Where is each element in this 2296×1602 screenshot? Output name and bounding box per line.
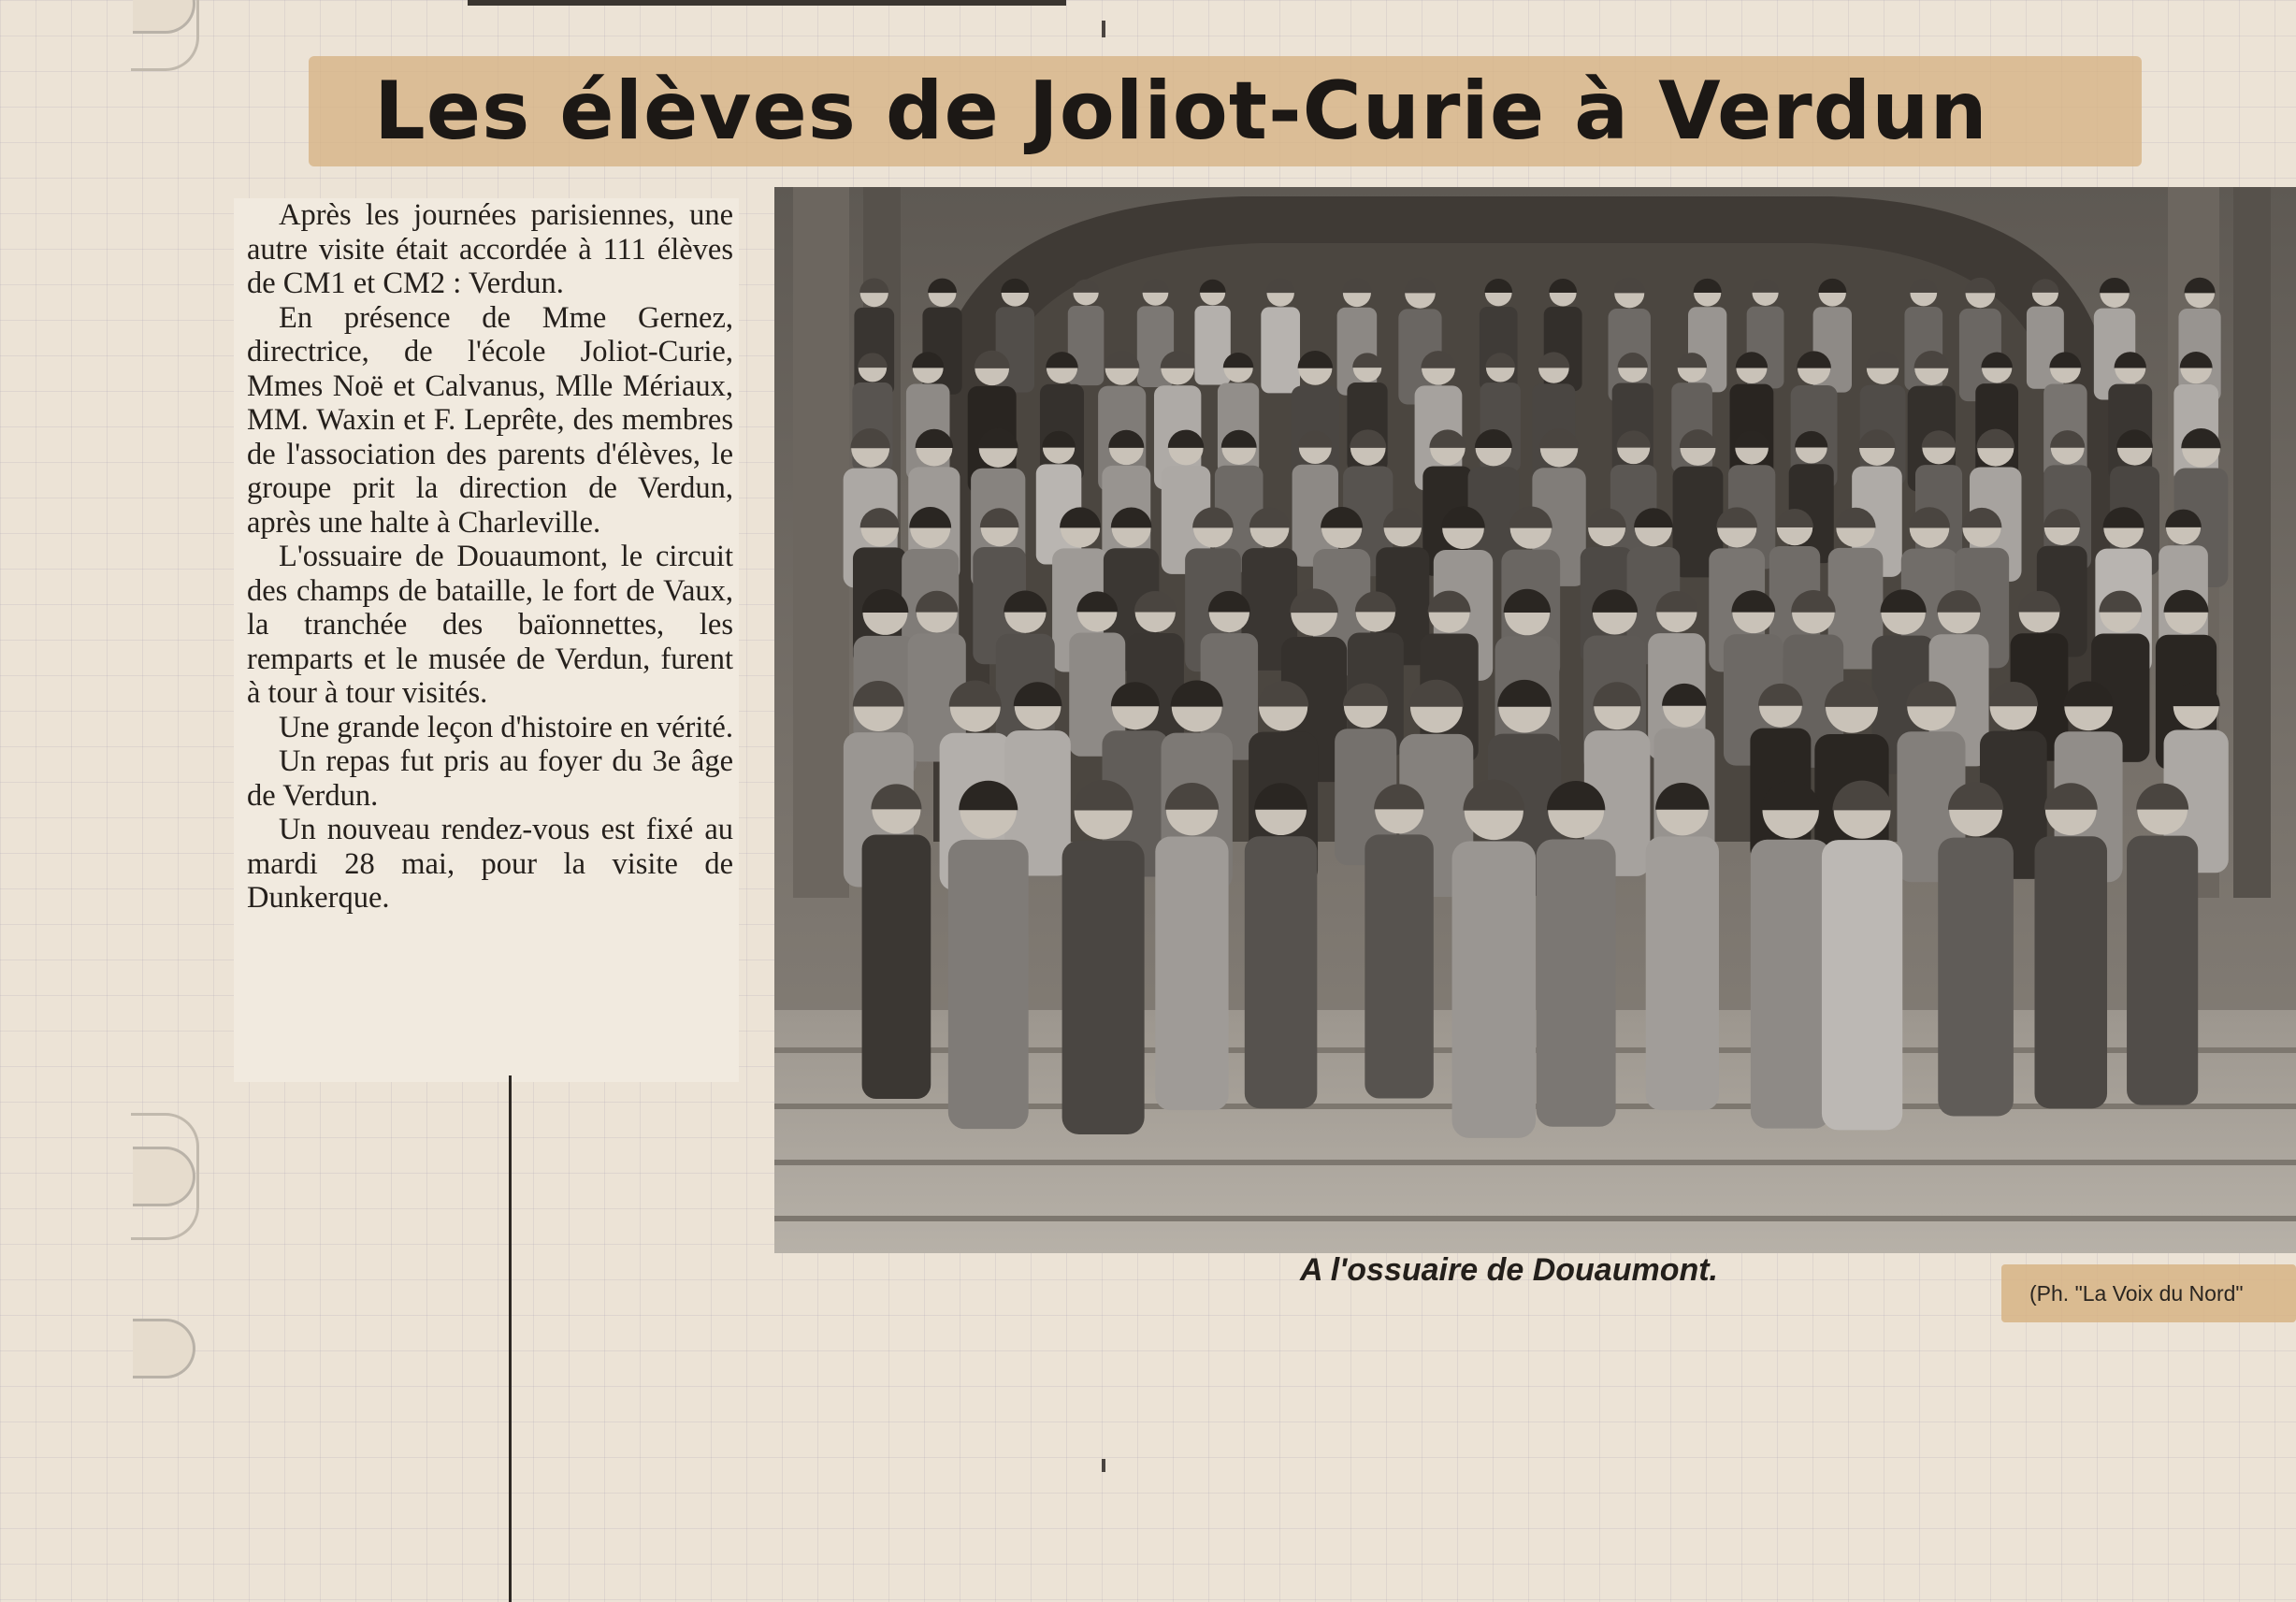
headline: Les élèves de Joliot-Curie à Verdun: [374, 65, 1988, 158]
group-photo: [774, 187, 2296, 1253]
article-paragraph: Un nouveau rendez-vous est fixé au mardi 28 mai, pour la visite de Dunkerque.: [247, 813, 733, 915]
punch-hole-bottom: [133, 1319, 195, 1378]
student-figure-body: [1245, 836, 1318, 1108]
ink-mark: [1102, 1459, 1105, 1472]
photo-caption: A l'ossuaire de Douaumont.: [1300, 1252, 1718, 1288]
article-paragraph: Un repas fut pris au foyer du 3e âge de Verdun.: [247, 744, 733, 813]
student-figure-body: [1751, 840, 1831, 1129]
student-figure-body: [2034, 836, 2107, 1108]
article-paragraph: En présence de Mme Gernez, directrice, de l'école Joliot-Curie, Mmes Noë et Calvanus, Mlle Mériaux, MM. Waxin et F. Leprête, des membres de l'association des parents d'élèves, le groupe prit la direction de Verdun, après une halte à Charleville.: [247, 300, 733, 540]
student-figure-body: [1938, 838, 2014, 1117]
article-paragraph: Après les journées parisiennes, une autre visite était accordée à 111 élèves de CM1 et CM2 : Verdun.: [247, 198, 733, 300]
student-figure-body: [854, 308, 894, 396]
student-figure-body: [1062, 841, 1145, 1134]
student-figure-body: [1452, 841, 1537, 1137]
student-figure-body: [1822, 840, 1902, 1130]
article-paragraph: L'ossuaire de Douaumont, le circuit des champs de bataille, le fort de Vaux, la tranchée des baïonnettes, les remparts et le musée de Verdun, furent à tour à tour visités.: [247, 540, 733, 710]
student-figure-body: [1537, 839, 1616, 1126]
punch-hole-middle: [133, 1147, 195, 1206]
student-figure-body: [948, 840, 1029, 1129]
column-rule: [509, 1075, 512, 1602]
student-figure-body: [1261, 307, 1300, 393]
student-figure-body: [1337, 308, 1378, 396]
student-figure-body: [1646, 837, 1719, 1111]
student-figure-body: [2127, 836, 2198, 1105]
article-paragraph: Une grande leçon d'histoire en vérité.: [279, 710, 733, 744]
article-column: [234, 198, 739, 1082]
student-figure-body: [1155, 837, 1228, 1111]
photo-credit: (Ph. "La Voix du Nord": [2029, 1281, 2244, 1306]
student-figure-body: [862, 835, 931, 1100]
group-photo-illustration: [774, 187, 2296, 1253]
top-rule: [468, 0, 1066, 6]
student-figure-body: [1365, 834, 1433, 1098]
ink-mark: [1102, 21, 1105, 37]
